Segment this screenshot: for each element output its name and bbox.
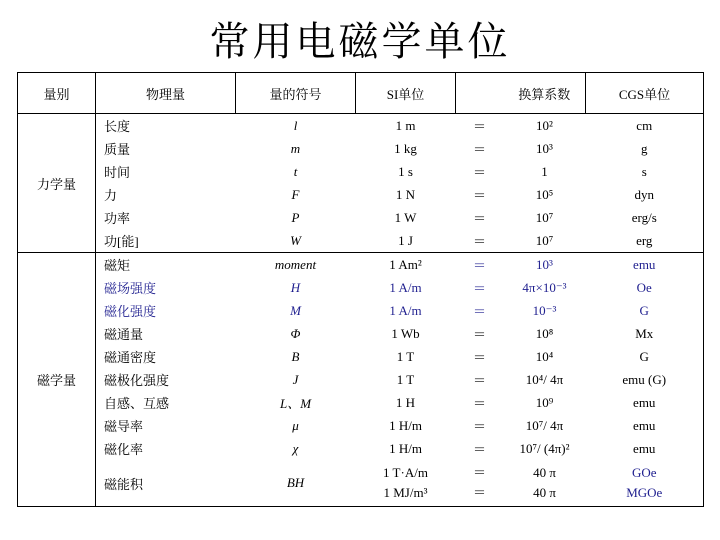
equals-sign: ＝ <box>472 119 486 134</box>
header-factor: 换算系数 <box>504 73 586 114</box>
quantity-symbol: m <box>290 140 301 156</box>
conversion-factor: 10⁷/ (4π)² <box>519 440 570 456</box>
quantity-symbol: P <box>291 209 300 225</box>
page-title: 常用电磁学单位 <box>209 19 511 65</box>
quantity-name: 磁极化强度 <box>104 373 170 388</box>
cgs-unit: G <box>639 348 649 364</box>
cgs-unit: emu <box>633 394 656 410</box>
table-row <box>18 299 704 322</box>
quantity-name: 磁矩 <box>96 253 236 277</box>
table-row <box>18 253 704 277</box>
conversion-factor: 10³ <box>504 253 586 277</box>
si-unit-line: 1 T·A/m <box>383 465 428 480</box>
cgs-unit: emu <box>586 253 704 277</box>
equals-sign: ＝ <box>472 142 486 157</box>
table-row <box>18 391 704 414</box>
table-row <box>18 114 704 138</box>
quantity-symbol: BH <box>286 475 305 490</box>
equals-line: ＝ <box>472 485 486 500</box>
si-unit: 1 N <box>395 186 416 202</box>
header-eq-blank <box>456 73 504 114</box>
table-row <box>18 229 704 253</box>
table-row <box>18 368 704 391</box>
conversion-factor: 10⁷/ 4π <box>525 417 564 433</box>
table-row <box>18 414 704 437</box>
table-row <box>18 206 704 229</box>
quantity-name: 磁化强度 <box>104 304 157 319</box>
equals-sign: ＝ <box>456 253 504 277</box>
quantity-symbol: l <box>293 117 298 133</box>
si-unit: 1 T <box>396 348 415 364</box>
quantity-name: 长度 <box>104 119 131 134</box>
si-unit: 1 H/m <box>389 440 422 456</box>
table-row <box>18 345 704 368</box>
cgs-unit: erg <box>636 232 653 248</box>
si-unit: 1 A/m <box>389 279 422 295</box>
table-row <box>18 460 704 507</box>
quantity-name: 磁导率 <box>104 419 144 434</box>
header-row <box>18 73 704 114</box>
cgs-unit: G <box>639 302 649 318</box>
quantity-symbol: H <box>290 279 301 295</box>
si-unit: 1 H <box>395 394 416 410</box>
si-unit: 1 W <box>394 209 417 225</box>
quantity-name: 自感、互感 <box>104 396 170 411</box>
cgs-line: MGOe <box>626 485 663 500</box>
quantity-symbol: L、M <box>279 396 312 411</box>
equals-sign: ＝ <box>472 304 486 319</box>
quantity-symbol: moment <box>236 253 356 277</box>
cgs-unit: Mx <box>635 325 654 341</box>
si-unit: 1 J <box>398 232 413 248</box>
equals-sign: ＝ <box>472 442 486 457</box>
conversion-factor: 10⁻³ <box>532 302 557 318</box>
quantity-name: 功[能] <box>104 234 139 249</box>
cgs-unit: s <box>641 163 647 179</box>
quantity-symbol: Φ <box>290 325 301 341</box>
cgs-unit: dyn <box>634 186 654 202</box>
header-quantity: 物理量 <box>96 73 236 114</box>
table-row <box>18 322 704 345</box>
quantity-name: 磁场强度 <box>104 281 157 296</box>
si-unit: 1 Am² <box>356 253 456 277</box>
conversion-factor: 10⁴ <box>535 348 554 364</box>
quantity-name: 时间 <box>104 165 131 180</box>
si-unit: 1 H/m <box>389 417 422 433</box>
header-symbol: 量的符号 <box>236 73 356 114</box>
factor-line: 40 π <box>533 485 556 500</box>
conversion-factor <box>504 460 586 507</box>
header-si: SI单位 <box>356 73 456 114</box>
table-row <box>18 160 704 183</box>
cgs-unit: cm <box>636 117 653 133</box>
quantity-name: 磁通量 <box>104 327 144 342</box>
si-unit: 1 s <box>398 163 413 179</box>
si-unit-line: 1 MJ/m³ <box>383 485 428 500</box>
quantity-symbol: χ <box>292 440 299 456</box>
quantity-name: 磁通密度 <box>104 350 157 365</box>
header-cgs: CGS单位 <box>586 73 704 114</box>
conversion-factor: 10⁴/ 4π <box>525 371 564 387</box>
conversion-factor: 4π×10⁻³ <box>522 279 567 295</box>
quantity-name: 力 <box>104 188 118 203</box>
cgs-unit: g <box>641 140 648 156</box>
equals-sign: ＝ <box>472 373 486 388</box>
equals-sign <box>456 460 504 507</box>
equals-sign: ＝ <box>472 281 486 296</box>
table-row <box>18 137 704 160</box>
equals-sign: ＝ <box>472 165 486 180</box>
quantity-symbol: F <box>291 186 300 202</box>
quantity-symbol: J <box>292 371 299 387</box>
category-mechanics: 力学量 <box>18 114 96 253</box>
conversion-factor: 10³ <box>536 140 553 156</box>
conversion-factor: 10⁹ <box>535 394 554 410</box>
equals-sign: ＝ <box>472 327 486 342</box>
units-table <box>17 72 704 507</box>
si-unit: 1 T <box>396 371 415 387</box>
quantity-name: 功率 <box>104 211 131 226</box>
cgs-unit: emu <box>633 440 656 456</box>
quantity-symbol: W <box>290 232 301 248</box>
cgs-unit: emu (G) <box>622 371 667 387</box>
conversion-factor: 10⁸ <box>535 325 554 341</box>
category-magnetism: 磁学量 <box>18 253 96 507</box>
cgs-unit: erg/s <box>631 209 657 225</box>
table-row <box>18 437 704 460</box>
quantity-symbol: B <box>291 348 300 364</box>
si-unit: 1 m <box>395 117 416 133</box>
header-category: 量别 <box>18 73 96 114</box>
table-row <box>18 183 704 206</box>
factor-line: 40 π <box>533 465 556 480</box>
quantity-symbol: M <box>290 302 301 318</box>
si-unit: 1 kg <box>394 140 417 156</box>
cgs-unit <box>586 460 704 507</box>
equals-sign: ＝ <box>472 350 486 365</box>
quantity-name: 磁能积 <box>104 476 144 492</box>
table-row <box>18 276 704 299</box>
quantity-name: 磁化率 <box>104 442 144 457</box>
conversion-factor: 10⁷ <box>535 232 554 248</box>
equals-sign: ＝ <box>472 419 486 434</box>
conversion-factor: 10⁷ <box>535 209 554 225</box>
equals-sign: ＝ <box>472 188 486 203</box>
conversion-factor: 1 <box>541 163 548 179</box>
cgs-unit: emu <box>633 417 656 433</box>
quantity-symbol: μ <box>292 417 299 433</box>
quantity-name: 质量 <box>104 142 131 157</box>
quantity-symbol: t <box>293 163 298 179</box>
cgs-unit: Oe <box>636 279 652 295</box>
conversion-factor: 10⁵ <box>535 186 554 202</box>
si-unit: 1 A/m <box>389 302 422 318</box>
si-unit <box>356 460 456 507</box>
equals-line: ＝ <box>472 465 486 480</box>
equals-sign: ＝ <box>472 234 486 249</box>
conversion-factor: 10² <box>536 117 553 133</box>
si-unit: 1 Wb <box>391 325 420 341</box>
equals-sign: ＝ <box>472 211 486 226</box>
cgs-line: GOe <box>631 465 657 480</box>
equals-sign: ＝ <box>472 396 486 411</box>
